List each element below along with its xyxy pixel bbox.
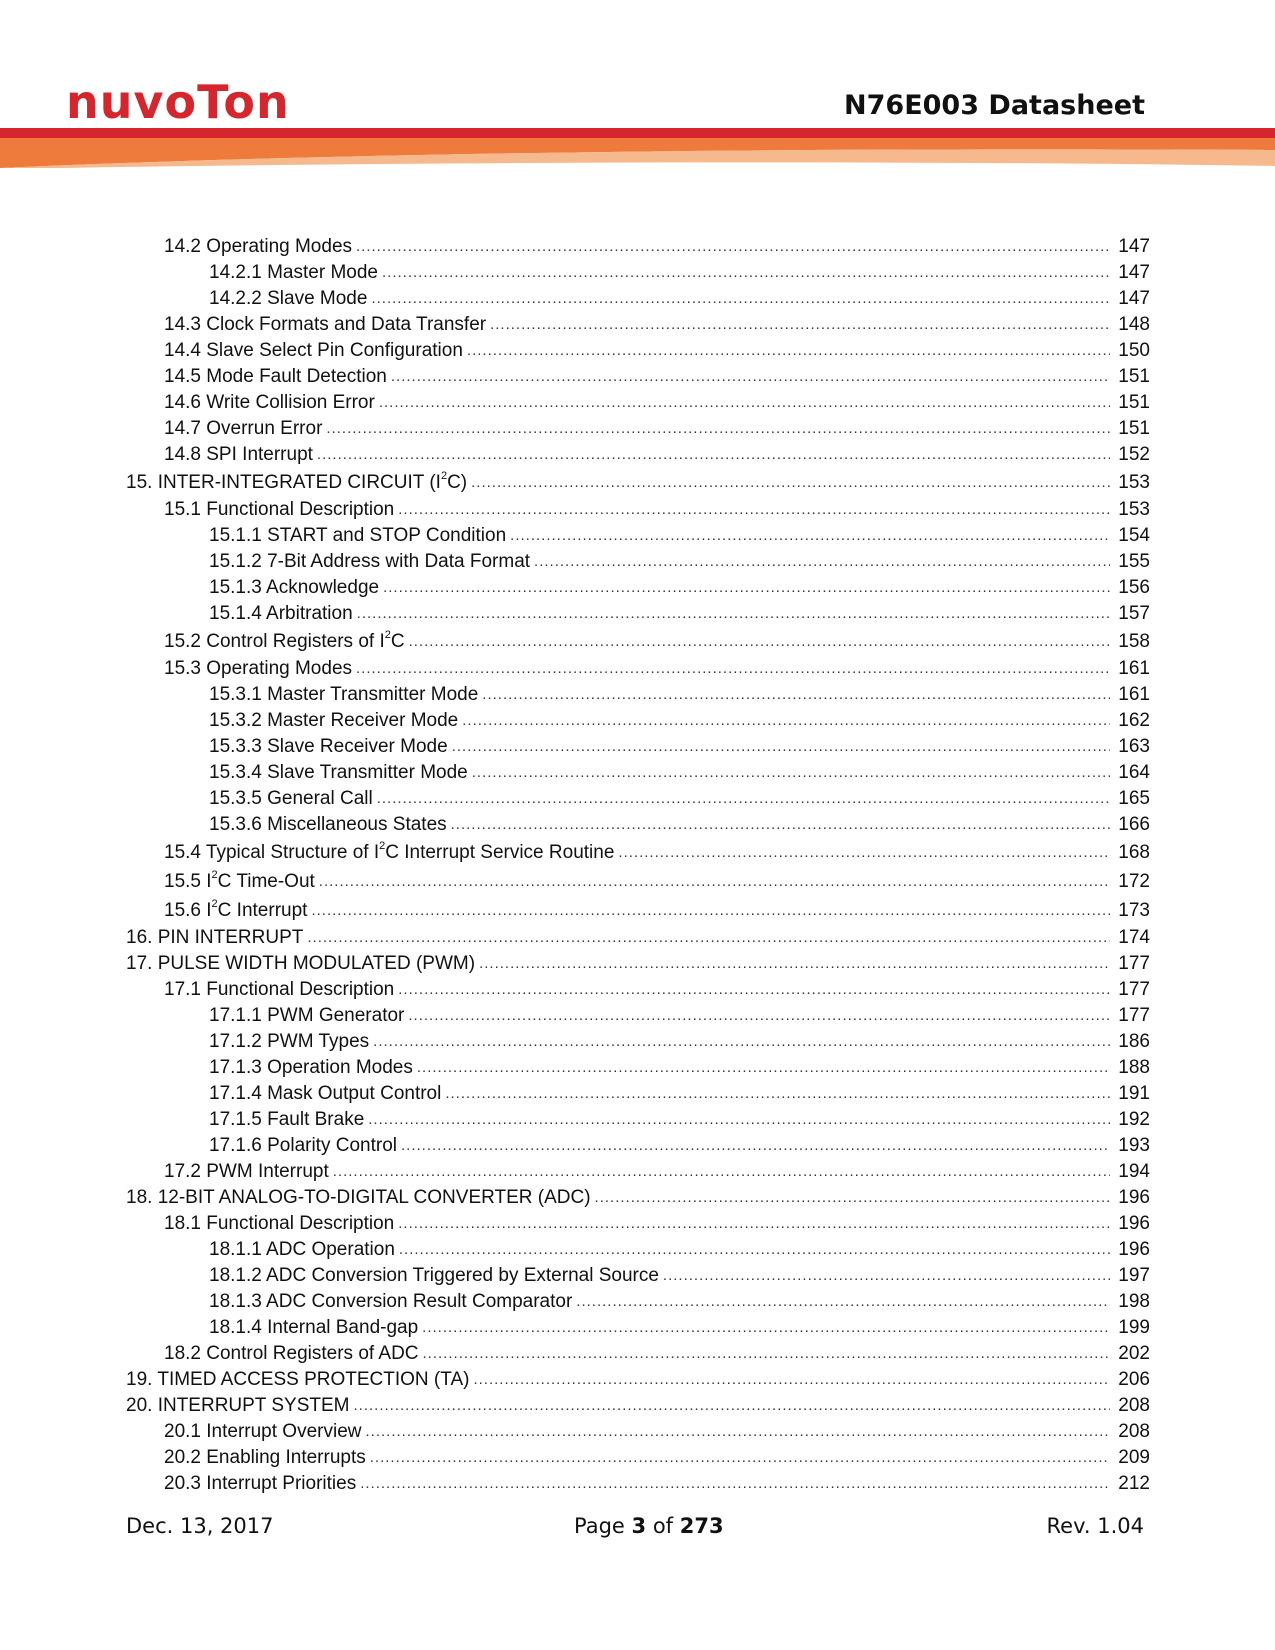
toc-entry-page: 172 — [1118, 871, 1150, 892]
toc-entry[interactable] — [0, 708, 1150, 734]
toc-title-text: 14.2.1 Master Mode — [209, 262, 378, 283]
toc-entry-title — [164, 497, 394, 523]
toc-title-text: 14.2 Operating Modes — [164, 236, 353, 257]
page-prefix: Page — [574, 1514, 632, 1538]
toc-title-text: 15.3 Operating Modes — [164, 658, 353, 679]
toc-dot-leader — [326, 416, 1110, 442]
toc-title-text: 14.5 Mode Fault Detection — [164, 366, 387, 387]
toc-title-superscript: 2 — [440, 469, 448, 482]
toc-entry[interactable] — [0, 682, 1150, 708]
toc-entry-title — [164, 234, 352, 260]
toc-entry-page: 194 — [1118, 1161, 1150, 1182]
toc-entry-page: 202 — [1118, 1343, 1150, 1364]
toc-entry-title — [209, 1081, 441, 1107]
toc-title-text: 18.1 Functional Description — [164, 1213, 395, 1234]
toc-entry[interactable] — [0, 1393, 1150, 1419]
toc-dot-leader — [534, 549, 1110, 575]
toc-dot-leader — [618, 838, 1110, 867]
toc-title-superscript: 2 — [211, 868, 218, 881]
toc-entry-title — [164, 977, 394, 1003]
toc-entry-title — [164, 338, 463, 364]
toc-title-text-after: C — [390, 631, 405, 652]
toc-entry-title — [164, 838, 614, 867]
footer-page-number — [574, 1514, 724, 1538]
toc-entry-page: 153 — [1118, 472, 1150, 493]
toc-dot-leader — [471, 468, 1110, 497]
toc-dot-leader — [473, 1367, 1110, 1393]
toc-entry[interactable] — [0, 312, 1150, 338]
toc-dot-leader — [462, 708, 1110, 734]
toc-entry[interactable] — [0, 442, 1150, 468]
toc-dot-leader — [398, 1211, 1110, 1237]
toc-title-text: 20.1 Interrupt Overview — [164, 1421, 362, 1442]
toc-entry-title — [209, 1289, 572, 1315]
toc-entry-page: 147 — [1118, 288, 1150, 309]
toc-entry-title — [209, 549, 530, 575]
toc-entry[interactable] — [0, 1185, 1150, 1211]
toc-entry-page: 148 — [1118, 314, 1150, 335]
toc-dot-leader — [451, 812, 1110, 838]
toc-entry-title — [164, 656, 352, 682]
toc-title-superscript: 2 — [211, 897, 218, 910]
toc-entry-page: 173 — [1118, 900, 1150, 921]
toc-dot-leader — [408, 1003, 1110, 1029]
toc-entry-title — [164, 1471, 356, 1497]
toc-entry[interactable] — [0, 1003, 1150, 1029]
toc-entry-page: 208 — [1118, 1395, 1150, 1416]
toc-entry-page: 196 — [1118, 1213, 1150, 1234]
toc-title-text-after: C Interrupt — [217, 900, 308, 921]
toc-entry-title — [164, 442, 313, 468]
toc-title-text: 14.3 Clock Formats and Data Transfer — [164, 314, 487, 335]
toc-entry-page: 147 — [1118, 236, 1150, 257]
toc-entry[interactable] — [0, 338, 1150, 364]
toc-entry-title — [209, 260, 378, 286]
toc-entry-title — [126, 951, 475, 977]
toc-entry-title — [209, 1263, 659, 1289]
toc-entry-title — [164, 1211, 394, 1237]
toc-entry-page: 154 — [1118, 525, 1150, 546]
toc-entry-title — [209, 1003, 404, 1029]
page-footer — [126, 1514, 1144, 1544]
nuvoton-logo — [66, 78, 366, 128]
toc-dot-leader — [417, 1055, 1110, 1081]
toc-title-text: 17.1.6 Polarity Control — [209, 1135, 397, 1156]
toc-dot-leader — [311, 896, 1110, 925]
toc-entry[interactable] — [0, 286, 1150, 312]
toc-dot-leader — [663, 1263, 1110, 1289]
toc-entry-title — [209, 523, 506, 549]
toc-dot-leader — [379, 390, 1110, 416]
toc-title-text: 15.3.5 General Call — [209, 788, 373, 809]
toc-dot-leader — [356, 656, 1110, 682]
toc-entry[interactable] — [0, 1367, 1150, 1393]
toc-title-text: 14.8 SPI Interrupt — [164, 444, 313, 465]
toc-entry-page: 150 — [1118, 340, 1150, 361]
toc-entry-page: 197 — [1118, 1265, 1150, 1286]
toc-title-text: 15.3.4 Slave Transmitter Mode — [209, 762, 468, 783]
toc-entry-title — [164, 867, 315, 896]
toc-entry-page: 155 — [1118, 551, 1150, 572]
toc-dot-leader — [423, 1341, 1110, 1367]
toc-entry[interactable] — [0, 951, 1150, 977]
toc-entry-title — [164, 1419, 361, 1445]
toc-entry[interactable] — [0, 1081, 1150, 1107]
toc-dot-leader — [370, 1445, 1110, 1471]
toc-dot-leader — [353, 1393, 1110, 1419]
toc-entry[interactable] — [0, 734, 1150, 760]
toc-title-text: 20.2 Enabling Interrupts — [164, 1447, 366, 1468]
toc-entry-title — [209, 286, 367, 312]
toc-entry[interactable] — [0, 1419, 1150, 1445]
toc-dot-leader — [317, 442, 1110, 468]
toc-entry[interactable] — [0, 838, 1150, 867]
toc-title-text: 15.1.3 Acknowledge — [209, 577, 380, 598]
toc-title-text: 17.2 PWM Interrupt — [164, 1161, 329, 1182]
toc-entry[interactable] — [0, 977, 1150, 1003]
toc-entry-title — [209, 601, 353, 627]
toc-entry-page: 198 — [1118, 1291, 1150, 1312]
toc-dot-leader — [368, 1107, 1110, 1133]
toc-dot-leader — [422, 1315, 1110, 1341]
toc-entry-page: 161 — [1118, 658, 1150, 679]
header-swoosh-decoration — [0, 128, 1275, 178]
toc-dot-leader — [377, 786, 1110, 812]
toc-entry-page: 193 — [1118, 1135, 1150, 1156]
toc-entry-title — [164, 390, 375, 416]
toc-entry-page: 177 — [1118, 953, 1150, 974]
toc-title-superscript: 2 — [379, 839, 386, 852]
toc-entry-title — [164, 896, 307, 925]
toc-dot-leader — [356, 234, 1110, 260]
toc-entry-title — [126, 1367, 469, 1393]
toc-title-text: 15.1 Functional Description — [164, 499, 395, 520]
toc-entry-page: 196 — [1118, 1239, 1150, 1260]
page-current: 3 — [631, 1514, 647, 1538]
toc-dot-leader — [333, 1159, 1110, 1185]
toc-entry[interactable] — [0, 260, 1150, 286]
toc-title-text: 17.1 Functional Description — [164, 979, 395, 1000]
toc-entry-title — [164, 1445, 366, 1471]
toc-title-text: 15.3.3 Slave Receiver Mode — [209, 736, 448, 757]
toc-entry[interactable] — [0, 1133, 1150, 1159]
page-total: 273 — [679, 1514, 724, 1538]
toc-dot-leader — [391, 364, 1110, 390]
toc-entry-title — [164, 312, 486, 338]
toc-entry-title — [126, 925, 303, 951]
toc-entry-page: 196 — [1118, 1187, 1150, 1208]
toc-title-text: 15.6 I — [164, 900, 212, 921]
toc-dot-leader — [398, 977, 1110, 1003]
toc-title-text: 15.4 Typical Structure of I — [164, 842, 380, 863]
toc-entry-title — [209, 1133, 397, 1159]
toc-title-text: 17. PULSE WIDTH MODULATED (PWM) — [126, 953, 476, 974]
toc-entry[interactable] — [0, 656, 1150, 682]
toc-title-superscript: 2 — [384, 628, 391, 641]
toc-entry-page: 158 — [1118, 631, 1150, 652]
toc-entry[interactable] — [0, 1445, 1150, 1471]
toc-title-text: 14.6 Write Collision Error — [164, 392, 375, 413]
toc-entry[interactable] — [0, 812, 1150, 838]
toc-entry-page: 199 — [1118, 1317, 1150, 1338]
toc-entry-page: 206 — [1118, 1369, 1150, 1390]
toc-title-text: 15.3.1 Master Transmitter Mode — [209, 684, 479, 705]
toc-dot-leader — [510, 523, 1110, 549]
toc-entry[interactable] — [0, 1211, 1150, 1237]
toc-entry-page: 186 — [1118, 1031, 1150, 1052]
toc-entry-page: 188 — [1118, 1057, 1150, 1078]
toc-entry-page: 166 — [1118, 814, 1150, 835]
toc-entry[interactable] — [0, 1159, 1150, 1185]
toc-entry-page: 209 — [1118, 1447, 1150, 1468]
toc-title-text: 15.3.6 Miscellaneous States — [209, 814, 447, 835]
toc-title-text: 18.1.1 ADC Operation — [209, 1239, 395, 1260]
page-of: of — [646, 1514, 680, 1538]
toc-dot-leader — [482, 682, 1110, 708]
toc-title-text: 15.5 I — [164, 871, 212, 892]
toc-entry-title — [126, 468, 467, 497]
toc-entry-page: 177 — [1118, 979, 1150, 1000]
toc-entry-title — [209, 1107, 364, 1133]
toc-title-text: 17.1.2 PWM Types — [209, 1031, 370, 1052]
toc-entry[interactable] — [0, 523, 1150, 549]
toc-dot-leader — [401, 1133, 1110, 1159]
toc-entry-title — [209, 734, 448, 760]
toc-title-text: 14.7 Overrun Error — [164, 418, 323, 439]
table-of-contents — [0, 234, 1275, 1497]
toc-dot-leader — [490, 312, 1110, 338]
toc-dot-leader — [365, 1419, 1110, 1445]
toc-dot-leader — [399, 1237, 1110, 1263]
toc-entry-title — [209, 786, 373, 812]
toc-entry[interactable] — [0, 896, 1150, 925]
toc-entry-page: 162 — [1118, 710, 1150, 731]
toc-entry-page: 157 — [1118, 603, 1150, 624]
toc-dot-leader — [398, 497, 1110, 523]
toc-entry-page: 151 — [1118, 366, 1150, 387]
toc-entry[interactable] — [0, 497, 1150, 523]
toc-entry[interactable] — [0, 416, 1150, 442]
toc-title-text: 17.1.1 PWM Generator — [209, 1005, 405, 1026]
toc-entry-page: 168 — [1118, 842, 1150, 863]
toc-title-text: 18.1.4 Internal Band-gap — [209, 1317, 419, 1338]
toc-entry-title — [209, 1055, 413, 1081]
toc-entry-title — [209, 708, 458, 734]
page-header — [0, 0, 1275, 180]
toc-title-text-after: C Interrupt Service Routine — [385, 842, 615, 863]
toc-entry[interactable] — [0, 760, 1150, 786]
toc-entry[interactable] — [0, 925, 1150, 951]
toc-entry[interactable] — [0, 1107, 1150, 1133]
toc-entry-page: 151 — [1118, 392, 1150, 413]
toc-dot-leader — [472, 760, 1110, 786]
toc-entry-title — [164, 1341, 419, 1367]
toc-title-text: 15. INTER-INTEGRATED CIRCUIT (I — [126, 472, 441, 493]
toc-dot-leader — [409, 627, 1110, 656]
toc-title-text: 20.3 Interrupt Priorities — [164, 1473, 357, 1494]
toc-entry[interactable] — [0, 1315, 1150, 1341]
document-title: N76E003 Datasheet — [844, 90, 1145, 121]
toc-entry-page: 165 — [1118, 788, 1150, 809]
footer-revision: Rev. 1.04 — [1046, 1514, 1144, 1538]
toc-title-text: 15.1.1 START and STOP Condition — [209, 525, 507, 546]
toc-entry[interactable] — [0, 575, 1150, 601]
toc-entry-title — [126, 1185, 591, 1211]
toc-title-text: 17.1.4 Mask Output Control — [209, 1083, 442, 1104]
toc-dot-leader — [452, 734, 1110, 760]
toc-dot-leader — [467, 338, 1110, 364]
toc-title-text: 15.3.2 Master Receiver Mode — [209, 710, 459, 731]
toc-entry[interactable] — [0, 234, 1150, 260]
toc-dot-leader — [307, 925, 1110, 951]
toc-entry[interactable] — [0, 1263, 1150, 1289]
toc-entry[interactable] — [0, 549, 1150, 575]
toc-dot-leader — [479, 951, 1110, 977]
toc-entry-title — [209, 575, 379, 601]
toc-title-text: 18.2 Control Registers of ADC — [164, 1343, 419, 1364]
toc-entry-title — [164, 627, 405, 656]
toc-dot-leader — [383, 575, 1110, 601]
toc-entry-page: 163 — [1118, 736, 1150, 757]
toc-entry[interactable] — [0, 786, 1150, 812]
toc-title-text-after: C Time-Out — [217, 871, 315, 892]
toc-title-text: 18. 12-BIT ANALOG-TO-DIGITAL CONVERTER (ADC) — [126, 1187, 591, 1208]
brand-wordmark: nuvoTon — [66, 78, 290, 128]
toc-entry-page: 192 — [1118, 1109, 1150, 1130]
toc-dot-leader — [445, 1081, 1110, 1107]
toc-dot-leader — [360, 1471, 1110, 1497]
toc-entry-page: 208 — [1118, 1421, 1150, 1442]
toc-entry-page: 156 — [1118, 577, 1150, 598]
toc-entry-page: 174 — [1118, 927, 1150, 948]
toc-entry-title — [209, 812, 447, 838]
toc-dot-leader — [357, 601, 1110, 627]
toc-entry-page: 191 — [1118, 1083, 1150, 1104]
toc-title-text: 15.2 Control Registers of I — [164, 631, 385, 652]
toc-title-text: 15.1.4 Arbitration — [209, 603, 353, 624]
toc-title-text: 19. TIMED ACCESS PROTECTION (TA) — [126, 1369, 470, 1390]
toc-entry-title — [209, 1237, 395, 1263]
toc-entry[interactable] — [0, 468, 1150, 497]
toc-title-text: 14.2.2 Slave Mode — [209, 288, 368, 309]
toc-entry-title — [164, 416, 322, 442]
toc-entry[interactable] — [0, 1055, 1150, 1081]
toc-entry-title — [164, 1159, 329, 1185]
toc-entry-title — [209, 1315, 418, 1341]
toc-entry[interactable] — [0, 1289, 1150, 1315]
toc-dot-leader — [576, 1289, 1110, 1315]
toc-entry-title — [209, 760, 468, 786]
toc-entry[interactable] — [0, 1471, 1150, 1497]
toc-title-text: 18.1.3 ADC Conversion Result Comparator — [209, 1291, 573, 1312]
footer-date: Dec. 13, 2017 — [126, 1514, 274, 1538]
toc-title-text: 16. PIN INTERRUPT — [126, 927, 304, 948]
toc-title-text: 17.1.3 Operation Modes — [209, 1057, 413, 1078]
toc-entry-page: 177 — [1118, 1005, 1150, 1026]
toc-dot-leader — [373, 1029, 1110, 1055]
toc-dot-leader — [382, 260, 1110, 286]
toc-entry-title — [209, 1029, 369, 1055]
toc-title-text-after: C) — [447, 472, 468, 493]
toc-entry-title — [126, 1393, 349, 1419]
toc-title-text: 15.1.2 7-Bit Address with Data Format — [209, 551, 531, 572]
toc-entry[interactable] — [0, 627, 1150, 656]
toc-entry[interactable] — [0, 601, 1150, 627]
toc-dot-leader — [371, 286, 1110, 312]
toc-entry-page: 151 — [1118, 418, 1150, 439]
toc-entry[interactable] — [0, 1029, 1150, 1055]
toc-entry-title — [209, 682, 478, 708]
toc-entry[interactable] — [0, 1237, 1150, 1263]
toc-entry-title — [164, 364, 387, 390]
toc-entry-page: 164 — [1118, 762, 1150, 783]
toc-entry[interactable] — [0, 867, 1150, 896]
toc-dot-leader — [595, 1185, 1110, 1211]
toc-entry[interactable] — [0, 364, 1150, 390]
toc-title-text: 17.1.5 Fault Brake — [209, 1109, 365, 1130]
toc-title-text: 20. INTERRUPT SYSTEM — [126, 1395, 350, 1416]
toc-entry-page: 147 — [1118, 262, 1150, 283]
toc-entry-page: 161 — [1118, 684, 1150, 705]
toc-entry-page: 153 — [1118, 499, 1150, 520]
toc-entry[interactable] — [0, 390, 1150, 416]
toc-entry-page: 152 — [1118, 444, 1150, 465]
toc-title-text: 18.1.2 ADC Conversion Triggered by External Source — [209, 1265, 659, 1286]
toc-entry-page: 212 — [1118, 1473, 1150, 1494]
toc-dot-leader — [319, 867, 1110, 896]
toc-title-text: 14.4 Slave Select Pin Configuration — [164, 340, 463, 361]
toc-entry[interactable] — [0, 1341, 1150, 1367]
